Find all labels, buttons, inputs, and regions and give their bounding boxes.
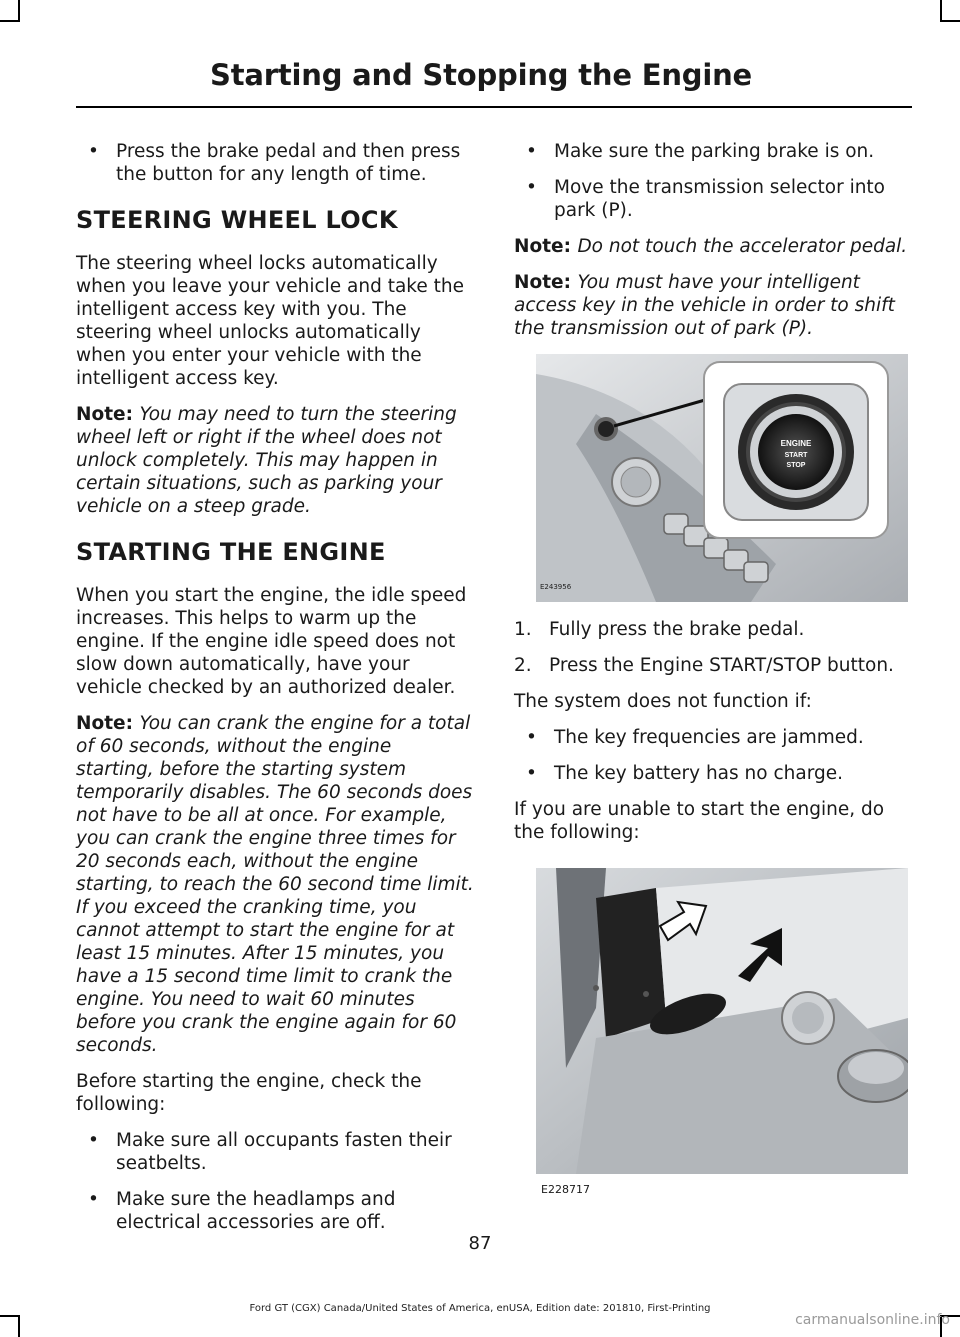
note-text: You may need to turn the steering wheel left or right if the wheel does not unlock completely. This may happen in certain situations, such as parking your vehicle on a steep grade. bbox=[76, 404, 457, 517]
list-item: • The key battery has no charge. bbox=[514, 762, 910, 785]
button-text-start: START bbox=[784, 452, 808, 459]
paragraph: When you start the engine, the idle speed increases. This helps to warm up the engine. If the engine idle speed does not slow down automatically, have your vehicle checked by an authorized dealer. bbox=[76, 585, 467, 698]
figure-backup-key-slot bbox=[536, 868, 908, 1174]
paragraph: The steering wheel locks automatically when you leave your vehicle and take the intelligent access key with you. The steering wheel unlocks automatically when you enter your vehicle with the intelligent access key. bbox=[76, 253, 464, 389]
watermark: carmanualsonline.info bbox=[795, 1312, 950, 1328]
figure-code: E243956 bbox=[540, 583, 572, 591]
header-rule bbox=[76, 106, 912, 108]
crop-mark bbox=[940, 0, 942, 22]
crop-mark bbox=[18, 1315, 20, 1337]
button-text-engine: ENGINE bbox=[780, 439, 812, 448]
paragraph: If you are unable to start the engine, do the following: bbox=[514, 799, 885, 843]
list-item: • Press the brake pedal and then press the button for any length of time. bbox=[76, 140, 474, 186]
step-text: Press the Engine START/STOP button. bbox=[549, 655, 894, 676]
paragraph: Before starting the engine, check the following: bbox=[76, 1071, 422, 1115]
list-item: • Make sure the parking brake is on. bbox=[514, 140, 910, 163]
list-item: • Make sure the headlamps and electrical accessories are off. bbox=[76, 1188, 474, 1234]
note bbox=[514, 271, 910, 340]
crop-mark bbox=[0, 20, 20, 22]
console-illustration bbox=[536, 354, 908, 602]
note-label: Note: bbox=[76, 713, 140, 734]
figure-code: E228717 bbox=[541, 1183, 590, 1196]
crop-mark bbox=[940, 20, 960, 22]
figure-start-button bbox=[536, 354, 908, 602]
note bbox=[76, 403, 474, 518]
note-text: You must have your intelligent access key in the vehicle in order to shift the transmission out of park (P). bbox=[514, 272, 895, 339]
heading-starting-the-engine: STARTING THE ENGINE bbox=[76, 538, 386, 566]
left-column bbox=[76, 140, 474, 1247]
note-label: Note: bbox=[514, 272, 578, 293]
note-label: Note: bbox=[76, 404, 140, 425]
note bbox=[76, 712, 474, 1057]
note-text: You can crank the engine for a total of 60 seconds, without the engine starting, before the starting system temporarily disables. The 60 seconds does not have to be all at once. For example, you can crank the engine three times for 20 seconds each, without the engine starting, to reach the 60 second time limit. If you exceed the cranking time, you cannot attempt to start the engine for at least 15 minutes. After 15 minutes, you have a 15 second time limit to crank the engine. You need to wait 60 minutes before you crank the engine again for 60 seconds. bbox=[76, 713, 474, 1056]
crop-mark bbox=[18, 0, 20, 22]
backup-slot-illustration bbox=[536, 868, 908, 1174]
step-text: Fully press the brake pedal. bbox=[549, 619, 805, 640]
crop-mark bbox=[0, 1315, 20, 1317]
page-title: Starting and Stopping the Engine bbox=[210, 58, 752, 92]
footer-edition: Ford GT (CGX) Canada/United States of America, enUSA, Edition date: 201810, First-Printing bbox=[249, 1303, 711, 1314]
paragraph: The system does not function if: bbox=[514, 691, 812, 712]
list-item: • Move the transmission selector into park (P). bbox=[514, 176, 910, 222]
note bbox=[514, 235, 910, 258]
step-number: 2. bbox=[514, 655, 532, 676]
page-number: 87 bbox=[468, 1233, 492, 1254]
note-label: Note: bbox=[514, 236, 578, 257]
right-column bbox=[514, 140, 910, 1201]
list-item: • The key frequencies are jammed. bbox=[514, 726, 910, 749]
list-item bbox=[514, 654, 910, 677]
heading-steering-wheel-lock: STEERING WHEEL LOCK bbox=[76, 206, 398, 234]
note-text: Do not touch the accelerator pedal. bbox=[577, 236, 908, 257]
list-item: • Make sure all occupants fasten their seatbelts. bbox=[76, 1129, 474, 1175]
step-number: 1. bbox=[514, 619, 532, 640]
list-item bbox=[514, 618, 910, 641]
button-text-stop: STOP bbox=[786, 462, 806, 469]
